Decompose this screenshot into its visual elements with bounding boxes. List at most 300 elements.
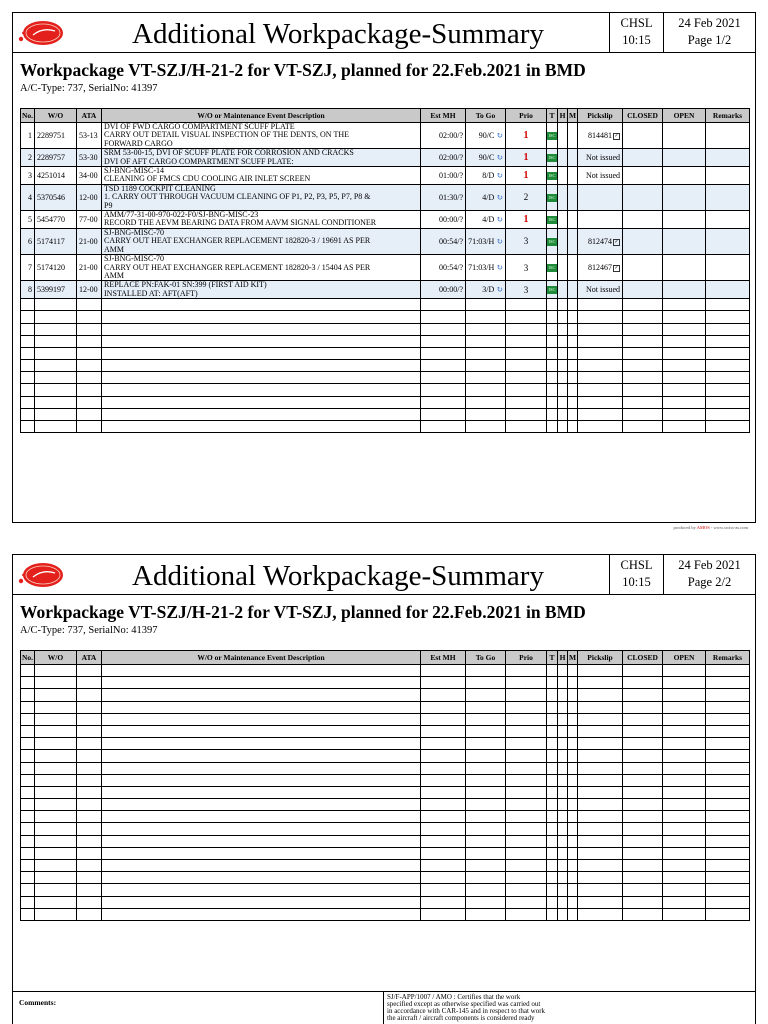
page-number: Page 2/2 <box>687 575 732 589</box>
isc-badge: ISC <box>548 265 556 271</box>
empty-cell <box>663 396 706 408</box>
empty-cell <box>102 360 421 372</box>
empty-cell <box>35 713 77 725</box>
to-go <box>466 211 506 229</box>
open-cell[interactable] <box>663 123 706 149</box>
isc-badge: ISC <box>548 133 556 139</box>
empty-cell <box>77 677 102 689</box>
checkbox-icon[interactable]: ✓ <box>614 265 619 271</box>
empty-cell <box>568 299 578 311</box>
empty-cell <box>663 725 706 737</box>
to-go <box>466 123 506 149</box>
empty-cell <box>623 823 663 835</box>
empty-cell <box>547 396 558 408</box>
empty-cell <box>568 750 578 762</box>
empty-row <box>21 713 750 725</box>
empty-cell <box>506 347 547 359</box>
to-go <box>466 149 506 167</box>
description-line: AMM/77-31-00-970-022-F0/SJ-BNG-MISC-23 <box>104 211 259 220</box>
empty-cell <box>578 347 623 359</box>
empty-cell <box>547 774 558 786</box>
col-wo: W/O <box>35 651 77 665</box>
empty-cell <box>466 701 506 713</box>
closed-cell[interactable] <box>623 149 663 167</box>
empty-cell <box>35 725 77 737</box>
pickslip <box>578 228 623 254</box>
empty-cell <box>663 738 706 750</box>
estimated-manhours: 02:00/? <box>421 149 466 167</box>
workorder-table <box>20 108 750 433</box>
empty-row <box>21 811 750 823</box>
empty-row <box>21 299 750 311</box>
open-cell[interactable] <box>663 228 706 254</box>
empty-row <box>21 823 750 835</box>
empty-cell <box>558 701 568 713</box>
empty-cell <box>35 421 77 433</box>
print-date: 24 Feb 2021 <box>678 558 741 572</box>
description-line: DVI OF FWD CARGO COMPARTMENT SCUFF PLATE <box>104 123 295 131</box>
empty-cell <box>558 396 568 408</box>
empty-cell <box>102 799 421 811</box>
empty-cell <box>21 689 35 701</box>
priority-value: 3 <box>523 236 529 247</box>
empty-cell <box>466 421 506 433</box>
empty-cell <box>558 360 568 372</box>
workorder-number: 5399197 <box>35 281 77 299</box>
empty-cell <box>706 847 750 859</box>
empty-cell <box>547 908 558 920</box>
to-go-value: 8/D <box>482 170 495 180</box>
event-description <box>102 184 421 210</box>
estimated-manhours: 01:30/? <box>421 184 466 210</box>
empty-cell <box>663 896 706 908</box>
empty-cell <box>568 738 578 750</box>
empty-cell <box>706 835 750 847</box>
empty-cell <box>578 360 623 372</box>
empty-cell <box>21 908 35 920</box>
event-description <box>102 123 421 149</box>
empty-cell <box>35 750 77 762</box>
empty-cell <box>623 372 663 384</box>
priority-value: 1 <box>523 130 529 142</box>
empty-cell <box>623 811 663 823</box>
empty-cell <box>558 665 568 677</box>
empty-cell <box>421 665 466 677</box>
empty-cell <box>421 811 466 823</box>
empty-cell <box>35 396 77 408</box>
priority <box>506 211 547 229</box>
empty-cell <box>706 299 750 311</box>
empty-cell <box>506 860 547 872</box>
empty-cell <box>466 372 506 384</box>
priority <box>506 228 547 254</box>
empty-cell <box>706 725 750 737</box>
empty-cell <box>466 872 506 884</box>
empty-cell <box>578 396 623 408</box>
empty-cell <box>506 384 547 396</box>
empty-cell <box>578 823 623 835</box>
empty-cell <box>578 774 623 786</box>
empty-row <box>21 689 750 701</box>
empty-cell <box>21 701 35 713</box>
workorder-number: 2289757 <box>35 149 77 167</box>
empty-cell <box>466 665 506 677</box>
empty-cell <box>578 323 623 335</box>
ata-chapter: 21-00 <box>77 228 102 254</box>
to-go <box>466 255 506 281</box>
workorder-number: 2289751 <box>35 123 77 149</box>
empty-cell <box>663 335 706 347</box>
isc-badge: ISC <box>548 217 556 223</box>
priority <box>506 281 547 299</box>
empty-cell <box>547 408 558 420</box>
empty-cell <box>558 738 568 750</box>
closed-cell[interactable] <box>623 184 663 210</box>
closed-cell[interactable] <box>623 211 663 229</box>
station-time-box <box>609 555 663 595</box>
type-m <box>568 167 578 185</box>
empty-cell <box>421 884 466 896</box>
empty-cell <box>77 860 102 872</box>
empty-cell <box>21 335 35 347</box>
empty-cell <box>35 677 77 689</box>
pickslip-value: 812467 <box>588 263 612 273</box>
description-line: SRM 53-00-15, DVI OF SCUFF PLATE FOR CORROSION AND CRACKS <box>104 149 354 158</box>
empty-cell <box>623 396 663 408</box>
empty-cell <box>421 347 466 359</box>
pickslip <box>578 281 623 299</box>
empty-cell <box>102 396 421 408</box>
description-line: FORWARD CARGO <box>104 139 173 148</box>
empty-cell <box>663 299 706 311</box>
empty-cell <box>102 335 421 347</box>
remarks-cell[interactable] <box>706 228 750 254</box>
type-m <box>568 123 578 149</box>
col-prio: Prio <box>506 109 547 123</box>
date-page-box <box>663 13 755 53</box>
empty-cell <box>663 372 706 384</box>
empty-cell <box>421 323 466 335</box>
col-h: H <box>558 651 568 665</box>
empty-row <box>21 774 750 786</box>
empty-cell <box>578 677 623 689</box>
empty-cell <box>421 421 466 433</box>
checkbox-icon[interactable]: ✓ <box>614 133 619 139</box>
empty-cell <box>466 347 506 359</box>
ata-chapter: 53-30 <box>77 149 102 167</box>
remarks-cell[interactable] <box>706 149 750 167</box>
empty-cell <box>558 750 568 762</box>
empty-cell <box>421 786 466 798</box>
empty-cell <box>558 847 568 859</box>
closed-cell[interactable] <box>623 228 663 254</box>
type-m <box>568 211 578 229</box>
closed-cell[interactable] <box>623 123 663 149</box>
description-line: SJ-BNG-MISC-70 <box>104 255 165 264</box>
remarks-cell[interactable] <box>706 211 750 229</box>
empty-row <box>21 884 750 896</box>
description-line: SJ-BNG-MISC-14 <box>104 167 165 176</box>
empty-cell <box>421 701 466 713</box>
certification-line: in accordance with CAR-145 and in respect to that work <box>387 1007 546 1015</box>
empty-row <box>21 408 750 420</box>
row-number: 7 <box>21 255 35 281</box>
empty-cell <box>35 811 77 823</box>
empty-cell <box>547 701 558 713</box>
table-row <box>21 184 750 210</box>
empty-cell <box>547 311 558 323</box>
type-m <box>568 149 578 167</box>
col-wo: W/O <box>35 109 77 123</box>
empty-cell <box>623 299 663 311</box>
table-row <box>21 149 750 167</box>
empty-cell <box>568 835 578 847</box>
remarks-cell[interactable] <box>706 167 750 185</box>
empty-cell <box>706 823 750 835</box>
col-prio: Prio <box>506 651 547 665</box>
empty-cell <box>663 908 706 920</box>
to-go-value: 71:03/H <box>468 263 495 273</box>
empty-cell <box>578 421 623 433</box>
type-h <box>558 123 568 149</box>
certification-line: SJ/F-APP/1007 / AMO : Certifies that the work <box>387 993 521 1001</box>
empty-cell <box>466 835 506 847</box>
empty-cell <box>102 677 421 689</box>
empty-cell <box>466 311 506 323</box>
empty-cell <box>102 347 421 359</box>
ata-chapter: 12-00 <box>77 184 102 210</box>
priority <box>506 255 547 281</box>
empty-row <box>21 872 750 884</box>
estimated-manhours: 00:00/? <box>421 281 466 299</box>
to-go-value: 3/D <box>482 285 495 295</box>
empty-cell <box>663 786 706 798</box>
empty-row <box>21 360 750 372</box>
col-pickslip: Pickslip <box>578 651 623 665</box>
empty-cell <box>102 372 421 384</box>
empty-cell <box>623 701 663 713</box>
empty-cell <box>558 786 568 798</box>
empty-cell <box>568 701 578 713</box>
empty-cell <box>578 725 623 737</box>
empty-cell <box>558 762 568 774</box>
closed-cell[interactable] <box>623 167 663 185</box>
empty-cell <box>663 762 706 774</box>
type-m <box>568 184 578 210</box>
empty-cell <box>623 774 663 786</box>
vendor-url: - www.swiss-as.com <box>710 525 748 530</box>
empty-cell <box>506 421 547 433</box>
empty-cell <box>421 713 466 725</box>
isc-badge: ISC <box>548 195 556 201</box>
empty-cell <box>547 725 558 737</box>
table-row <box>21 281 750 299</box>
empty-cell <box>623 884 663 896</box>
row-number: 8 <box>21 281 35 299</box>
col-closed: CLOSED <box>623 651 663 665</box>
empty-cell <box>77 762 102 774</box>
empty-cell <box>663 701 706 713</box>
type-h <box>558 184 568 210</box>
empty-cell <box>547 738 558 750</box>
empty-cell <box>706 311 750 323</box>
empty-cell <box>663 835 706 847</box>
empty-cell <box>706 665 750 677</box>
empty-cell <box>466 799 506 811</box>
empty-cell <box>663 713 706 725</box>
empty-cell <box>663 347 706 359</box>
empty-cell <box>578 713 623 725</box>
empty-cell <box>102 689 421 701</box>
closed-cell[interactable] <box>623 281 663 299</box>
empty-cell <box>706 335 750 347</box>
event-description <box>102 167 421 185</box>
empty-cell <box>21 677 35 689</box>
open-cell[interactable] <box>663 184 706 210</box>
empty-cell <box>21 823 35 835</box>
to-go-value: 90/C <box>478 131 495 141</box>
empty-cell <box>623 323 663 335</box>
col-to-go: To Go <box>466 109 506 123</box>
estimated-manhours: 00:54/? <box>421 255 466 281</box>
open-cell[interactable] <box>663 211 706 229</box>
remarks-cell[interactable] <box>706 255 750 281</box>
empty-cell <box>568 335 578 347</box>
type-m <box>568 255 578 281</box>
empty-cell <box>623 860 663 872</box>
empty-cell <box>547 872 558 884</box>
empty-cell <box>663 689 706 701</box>
empty-cell <box>623 762 663 774</box>
remarks-cell[interactable] <box>706 281 750 299</box>
empty-cell <box>421 762 466 774</box>
empty-cell <box>578 884 623 896</box>
empty-cell <box>578 738 623 750</box>
empty-cell <box>568 860 578 872</box>
empty-cell <box>663 750 706 762</box>
page-header <box>13 555 755 595</box>
empty-cell <box>102 311 421 323</box>
empty-cell <box>568 713 578 725</box>
to-go-value: 4/D <box>482 214 495 224</box>
priority <box>506 149 547 167</box>
empty-cell <box>77 872 102 884</box>
checkbox-icon[interactable]: ✓ <box>614 239 619 245</box>
empty-cell <box>547 835 558 847</box>
open-cell[interactable] <box>663 255 706 281</box>
empty-cell <box>466 713 506 725</box>
description-line: 1. CARRY OUT THROUGH VACUUM CLEANING OF P1, P2, P3, P5, P7, P8 & <box>104 193 371 202</box>
spicejet-logo <box>17 561 65 589</box>
empty-cell <box>706 738 750 750</box>
empty-cell <box>547 665 558 677</box>
empty-row <box>21 725 750 737</box>
empty-cell <box>578 665 623 677</box>
empty-cell <box>77 799 102 811</box>
empty-cell <box>558 896 568 908</box>
empty-cell <box>623 847 663 859</box>
empty-cell <box>547 299 558 311</box>
open-cell[interactable] <box>663 167 706 185</box>
empty-cell <box>578 860 623 872</box>
page-header <box>13 13 755 53</box>
empty-cell <box>623 335 663 347</box>
empty-cell <box>547 689 558 701</box>
empty-row <box>21 786 750 798</box>
pickslip-value: 814481 <box>588 131 612 141</box>
empty-cell <box>623 677 663 689</box>
empty-cell <box>578 384 623 396</box>
empty-cell <box>558 884 568 896</box>
empty-cell <box>568 908 578 920</box>
description-line: AMM <box>104 271 125 280</box>
closed-cell[interactable] <box>623 255 663 281</box>
priority-value: 3 <box>523 284 529 295</box>
empty-cell <box>578 701 623 713</box>
ata-chapter: 12-00 <box>77 281 102 299</box>
empty-cell <box>21 725 35 737</box>
empty-cell <box>421 835 466 847</box>
empty-cell <box>706 421 750 433</box>
empty-cell <box>706 323 750 335</box>
empty-cell <box>623 750 663 762</box>
empty-cell <box>568 774 578 786</box>
type-h <box>558 281 568 299</box>
empty-cell <box>506 823 547 835</box>
empty-row <box>21 665 750 677</box>
empty-cell <box>102 872 421 884</box>
empty-cell <box>102 713 421 725</box>
empty-cell <box>506 786 547 798</box>
empty-cell <box>568 725 578 737</box>
pickslip-value: Not issued <box>586 153 620 163</box>
empty-cell <box>547 823 558 835</box>
remarks-cell[interactable] <box>706 184 750 210</box>
empty-cell <box>558 347 568 359</box>
ata-chapter: 53-13 <box>77 123 102 149</box>
empty-cell <box>663 384 706 396</box>
empty-row <box>21 701 750 713</box>
event-description <box>102 211 421 229</box>
empty-cell <box>421 408 466 420</box>
empty-cell <box>21 738 35 750</box>
empty-cell <box>35 786 77 798</box>
empty-cell <box>35 799 77 811</box>
empty-cell <box>35 738 77 750</box>
empty-cell <box>547 847 558 859</box>
pickslip-value: 812474 <box>588 236 612 246</box>
amos-brand: AMOS <box>696 525 710 530</box>
empty-cell <box>706 360 750 372</box>
open-cell[interactable] <box>663 149 706 167</box>
row-number: 6 <box>21 228 35 254</box>
empty-cell <box>558 872 568 884</box>
refresh-arrow-icon: ↻ <box>496 153 503 163</box>
empty-cell <box>506 372 547 384</box>
refresh-arrow-icon: ↻ <box>496 170 503 180</box>
aircraft-info: A/C-Type: 737, SerialNo: 41397 <box>20 83 158 94</box>
empty-cell <box>35 689 77 701</box>
description-line: CARRY OUT DETAIL VISUAL INSPECTION OF THE DENTS, ON THE <box>104 131 349 140</box>
empty-cell <box>102 774 421 786</box>
empty-cell <box>77 360 102 372</box>
empty-cell <box>706 713 750 725</box>
remarks-cell[interactable] <box>706 123 750 149</box>
open-cell[interactable] <box>663 281 706 299</box>
empty-cell <box>506 884 547 896</box>
empty-cell <box>547 323 558 335</box>
empty-cell <box>102 750 421 762</box>
